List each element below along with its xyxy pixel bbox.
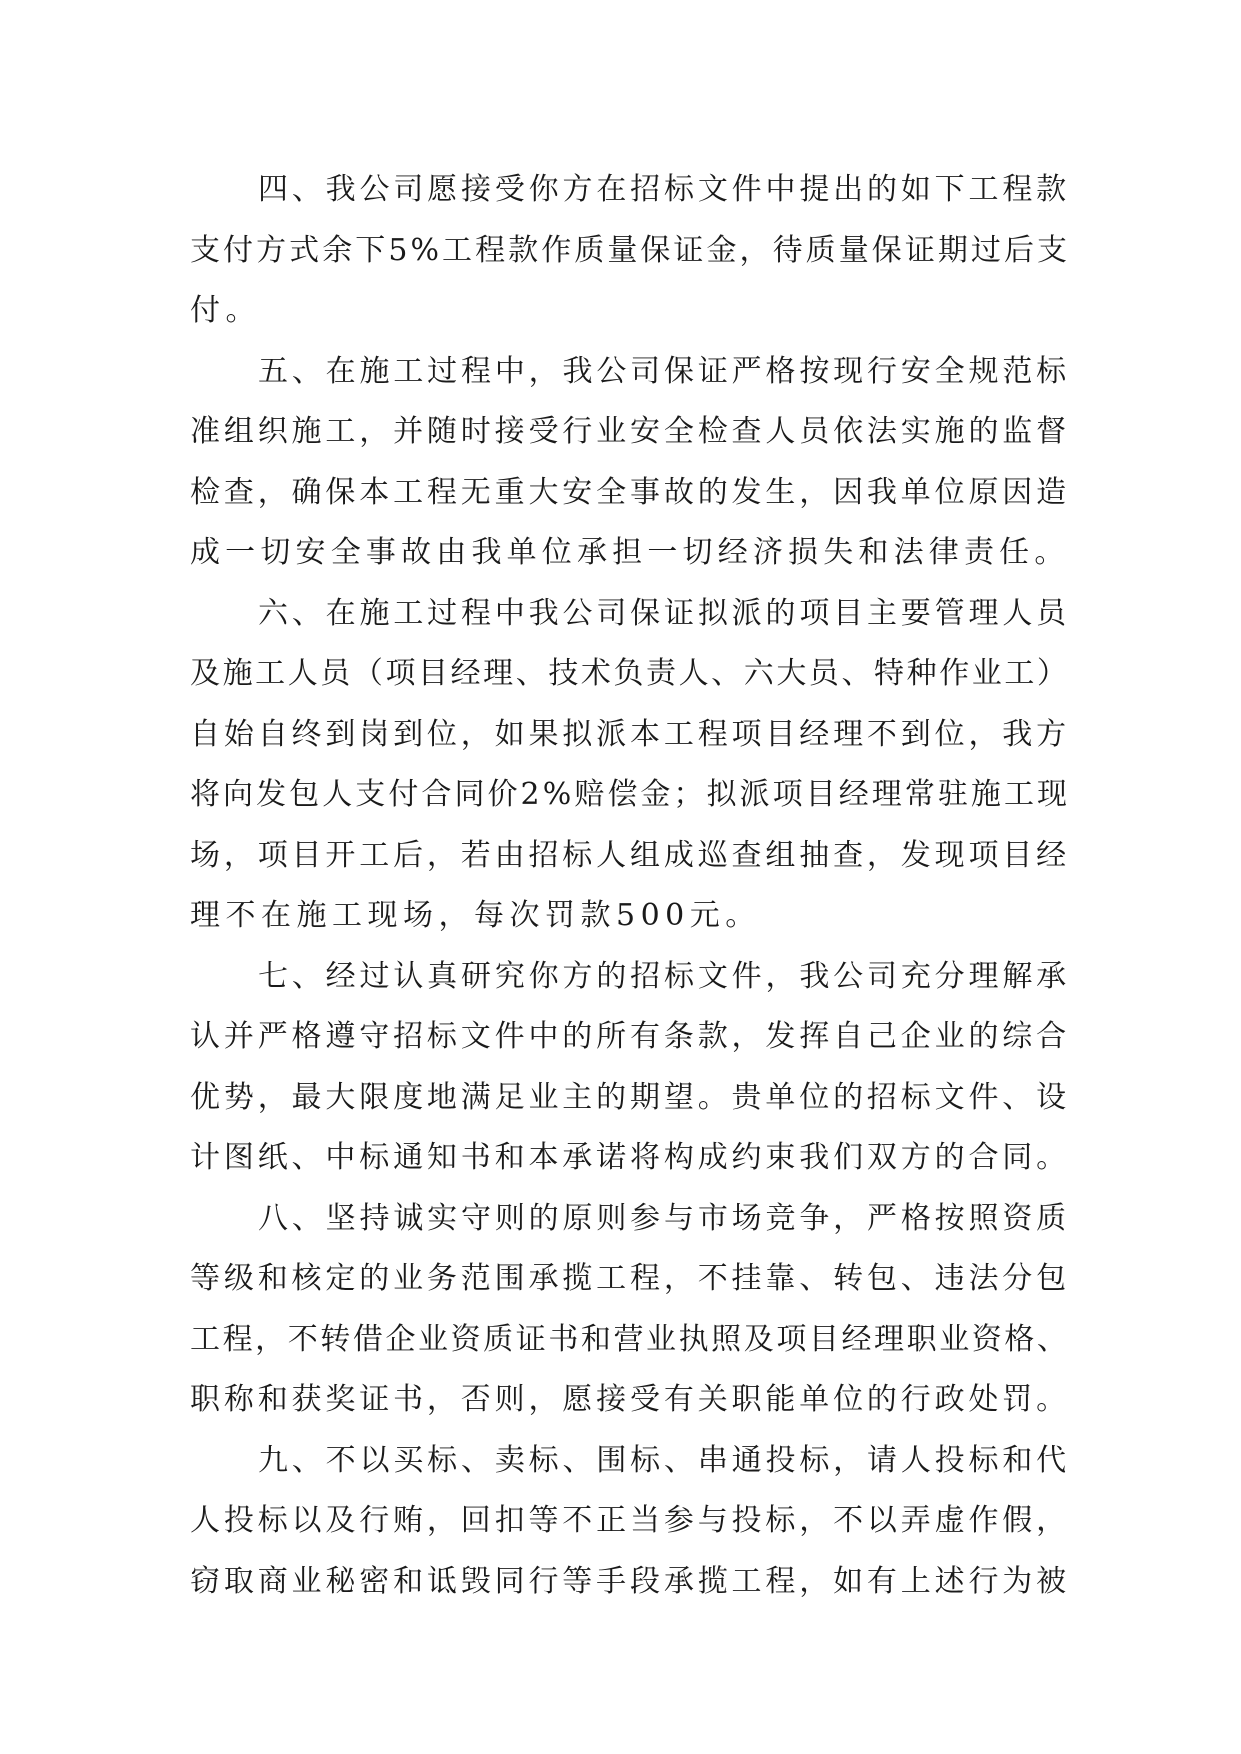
text-line: 付。: [190, 293, 261, 328]
paragraph-6: [190, 584, 1070, 947]
text-line: 七、经过认真研究你方的招标文件，我公司充分理解承: [258, 958, 1070, 994]
text-line: 五、在施工过程中，我公司保证严格按现行安全规范标: [258, 353, 1070, 389]
paragraph-9: [190, 1431, 1070, 1613]
text-line: 自始自终到岗到位，如果拟派本工程项目经理不到位，我方: [190, 716, 1070, 752]
text-line: 检查，确保本工程无重大安全事故的发生，因我单位原因造: [190, 474, 1070, 510]
text-line: 计图纸、中标通知书和本承诺将构成约束我们双方的合同。: [190, 1140, 1070, 1175]
text-line: 及施工人员（项目经理、技术负责人、六大员、特种作业工）: [190, 656, 1070, 691]
paragraph-8: [190, 1189, 1070, 1431]
text-line: 优势，最大限度地满足业主的期望。贵单位的招标文件、设: [190, 1079, 1070, 1115]
document-body: [190, 160, 1070, 1612]
text-line: 四、我公司愿接受你方在招标文件中提出的如下工程款: [258, 172, 1070, 207]
text-line: 工程，不转借企业资质证书和营业执照及项目经理职业资格、: [190, 1321, 1070, 1357]
text-line: 六、在施工过程中我公司保证拟派的项目主要管理人员: [258, 595, 1070, 631]
paragraph-5: [190, 342, 1070, 584]
text-line: 职称和获奖证书，否则，愿接受有关职能单位的行政处罚。: [190, 1382, 1070, 1417]
text-line: 人投标以及行贿，回扣等不正当参与投标，不以弄虚作假，: [190, 1503, 1070, 1538]
text-line: 准组织施工，并随时接受行业安全检查人员依法实施的监督: [190, 414, 1070, 449]
text-line: 理不在施工现场，每次罚款500元。: [190, 898, 761, 933]
paragraph-7: [190, 947, 1070, 1189]
text-line: 场，项目开工后，若由招标人组成巡查组抽查，发现项目经: [190, 837, 1070, 873]
text-line: 认并严格遵守招标文件中的所有条款，发挥自己企业的综合: [190, 1019, 1070, 1054]
text-line: 窃取商业秘密和诋毁同行等手段承揽工程，如有上述行为被: [190, 1563, 1070, 1599]
text-line: 等级和核定的业务范围承揽工程，不挂靠、转包、违法分包: [190, 1261, 1070, 1296]
text-line: 成一切安全事故由我单位承担一切经济损失和法律责任。: [190, 535, 1070, 570]
text-line: 将向发包人支付合同价2%赔偿金；拟派项目经理常驻施工现: [190, 777, 1071, 812]
paragraph-4: [190, 160, 1070, 342]
text-line: 支付方式余下5%工程款作质量保证金，待质量保证期过后支: [190, 232, 1071, 268]
text-line: 八、坚持诚实守则的原则参与市场竞争，严格按照资质: [258, 1200, 1070, 1236]
text-line: 九、不以买标、卖标、围标、串通投标，请人投标和代: [258, 1442, 1070, 1478]
